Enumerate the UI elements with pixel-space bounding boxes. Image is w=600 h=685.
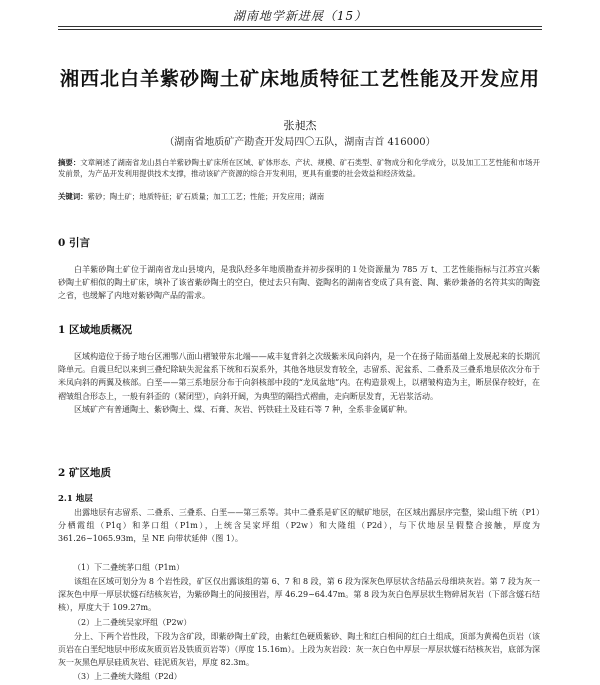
strata-item-3: （3）上二叠统大隆组（P2d） (73, 672, 182, 681)
section-regional-body (58, 350, 540, 416)
strata-item-2: （2）上二叠统吴家坪组（P2w） (73, 618, 192, 627)
strata-body (58, 506, 540, 546)
keywords-label: 关键词： (58, 192, 88, 201)
article-title: 湘西北白羊紫砂陶土矿床地质特征工艺性能及开发应用 (59, 68, 540, 90)
section-intro-body (58, 263, 540, 303)
heading-deposit: 2 矿区地质 (58, 467, 111, 479)
regional-paragraph-2: 区域矿产有普通陶土、紫砂陶土、煤、石膏、灰岩、钙铁硅土及硅石等 7 种，全系非金属矿种。 (74, 404, 413, 414)
heading-intro: 0 引言 (58, 237, 90, 249)
keywords (58, 191, 540, 202)
header-rule-bottom (58, 29, 542, 30)
journal-header (58, 4, 542, 30)
regional-paragraph-1: 区域构造位于扬子地台区湘鄂八面山褶皱带东北端——咸丰复背斜之次级紫米凤向斜内，是一个在扬子陆面基础上发展起来的长期沉降单元。自震旦纪以来到三叠纪除缺失泥盆系下统和石炭系外，其他各地层发育较全，志留系、泥盆系、二叠系及三叠系地层依次分布于米凤向斜的两翼及核部。白垩——第三系地层分布于向斜核部中段的“龙凤盆地”内。在构造景观上，以褶皱构造为主，断层保存较好，在褶皱组合形态上，一般有斜歪的（紧闭型），向斜开阔，为典型的隔挡式褶曲，走向断层发育，无岩浆活动。 (58, 352, 540, 401)
article-author: 张昶杰 (283, 119, 317, 132)
strata-paragraph-2: 该组在区域可划分为 8 个岩性段，矿区仅出露该组的第 6、7 和 8 段，第 6 段为深灰色厚层状含结晶云母细块灰岩。第 7 段为灰一深灰色中厚一厚层状燧石结核灰岩，为紫砂陶土的间接围岩，厚 46.29~64.47m。第 8 段为灰白色厚层状生物碎屑灰岩（下部含燧石结核），厚度大于 109.27m。 (58, 577, 540, 613)
intro-paragraph: 白羊紫砂陶土矿位于湖南省龙山县境内，是我队经多年地质勘查并初步探明的１处资源量为 785 万 t、工艺性能指标与江苏宜兴紫砂陶土矿相似的陶土矿床，填补了该省紫砂陶土的空白，使过去只有陶、瓷陶名的湖南省变成了具有瓷、陶、紫砂兼备的名符其实的陶瓷之省，也缓解了内地对紫砂陶产品的需求。 (58, 265, 540, 301)
keywords-text: 紫砂；陶土矿；地质特征；矿石质量；加工工艺；性能；开发应用；湖南 (87, 192, 325, 201)
strata-paragraph-1: 出露地层有志留系、二叠系、三叠系、白垩——第三系等。其中二叠系是矿区的赋矿地层，在区域出露层序完整，梁山组下统（P1）分栖霞组（P1q）和茅口组（P1m），上统含吴家坪组（P2w）和大隆组（P2d），与下伏地层呈假整合接触，厚度为 361.26~1065.93m，呈 NE 向带状延伸（图 1）。 (58, 508, 540, 544)
abstract-label: 摘要： (58, 158, 81, 167)
strata-body-3 (58, 630, 540, 670)
heading-regional: 1 区域地质概况 (58, 324, 132, 336)
strata-item-1: （1）下二叠统茅口组（P1m） (73, 563, 185, 572)
journal-title: 湖南地学新进展（15） (223, 7, 377, 24)
abstract-text: 文章阐述了湖南省龙山县白羊紫砂陶土矿床所在区域、矿体形态、产状、规模、矿石类型、矿物成分和化学成分，以及加工工艺性能和市场开发前景，为产品开发利用提供技术支撑，推动该矿产资源的综合开发利用，更具有重要的社会效益和经济效益。 (58, 158, 540, 178)
article-affiliation: （湖南省地质矿产勘查开发局四〇五队，湖南吉首 416000） (164, 137, 436, 148)
abstract (58, 157, 540, 179)
strata-body-2 (58, 575, 540, 615)
subheading-strata: 2.1 地层 (58, 494, 93, 504)
header-rule-top (58, 26, 542, 27)
strata-paragraph-3: 分上、下两个岩性段，下段为含矿段，即紫砂陶土矿段，由紫红色硬质紫砂、陶土和红白相间的红白土组成，顶部为黄褐色页岩（该页岩在白垩纪地层中形成灰质页岩及铁质页岩等）（厚度 15.16m）。上段为灰岩段：灰一灰白色中厚层一厚层状燧石结核灰岩，底部为深灰一灰黑色厚层硅质灰岩、硅泥质灰岩，厚度 82.3m。 (58, 632, 540, 668)
